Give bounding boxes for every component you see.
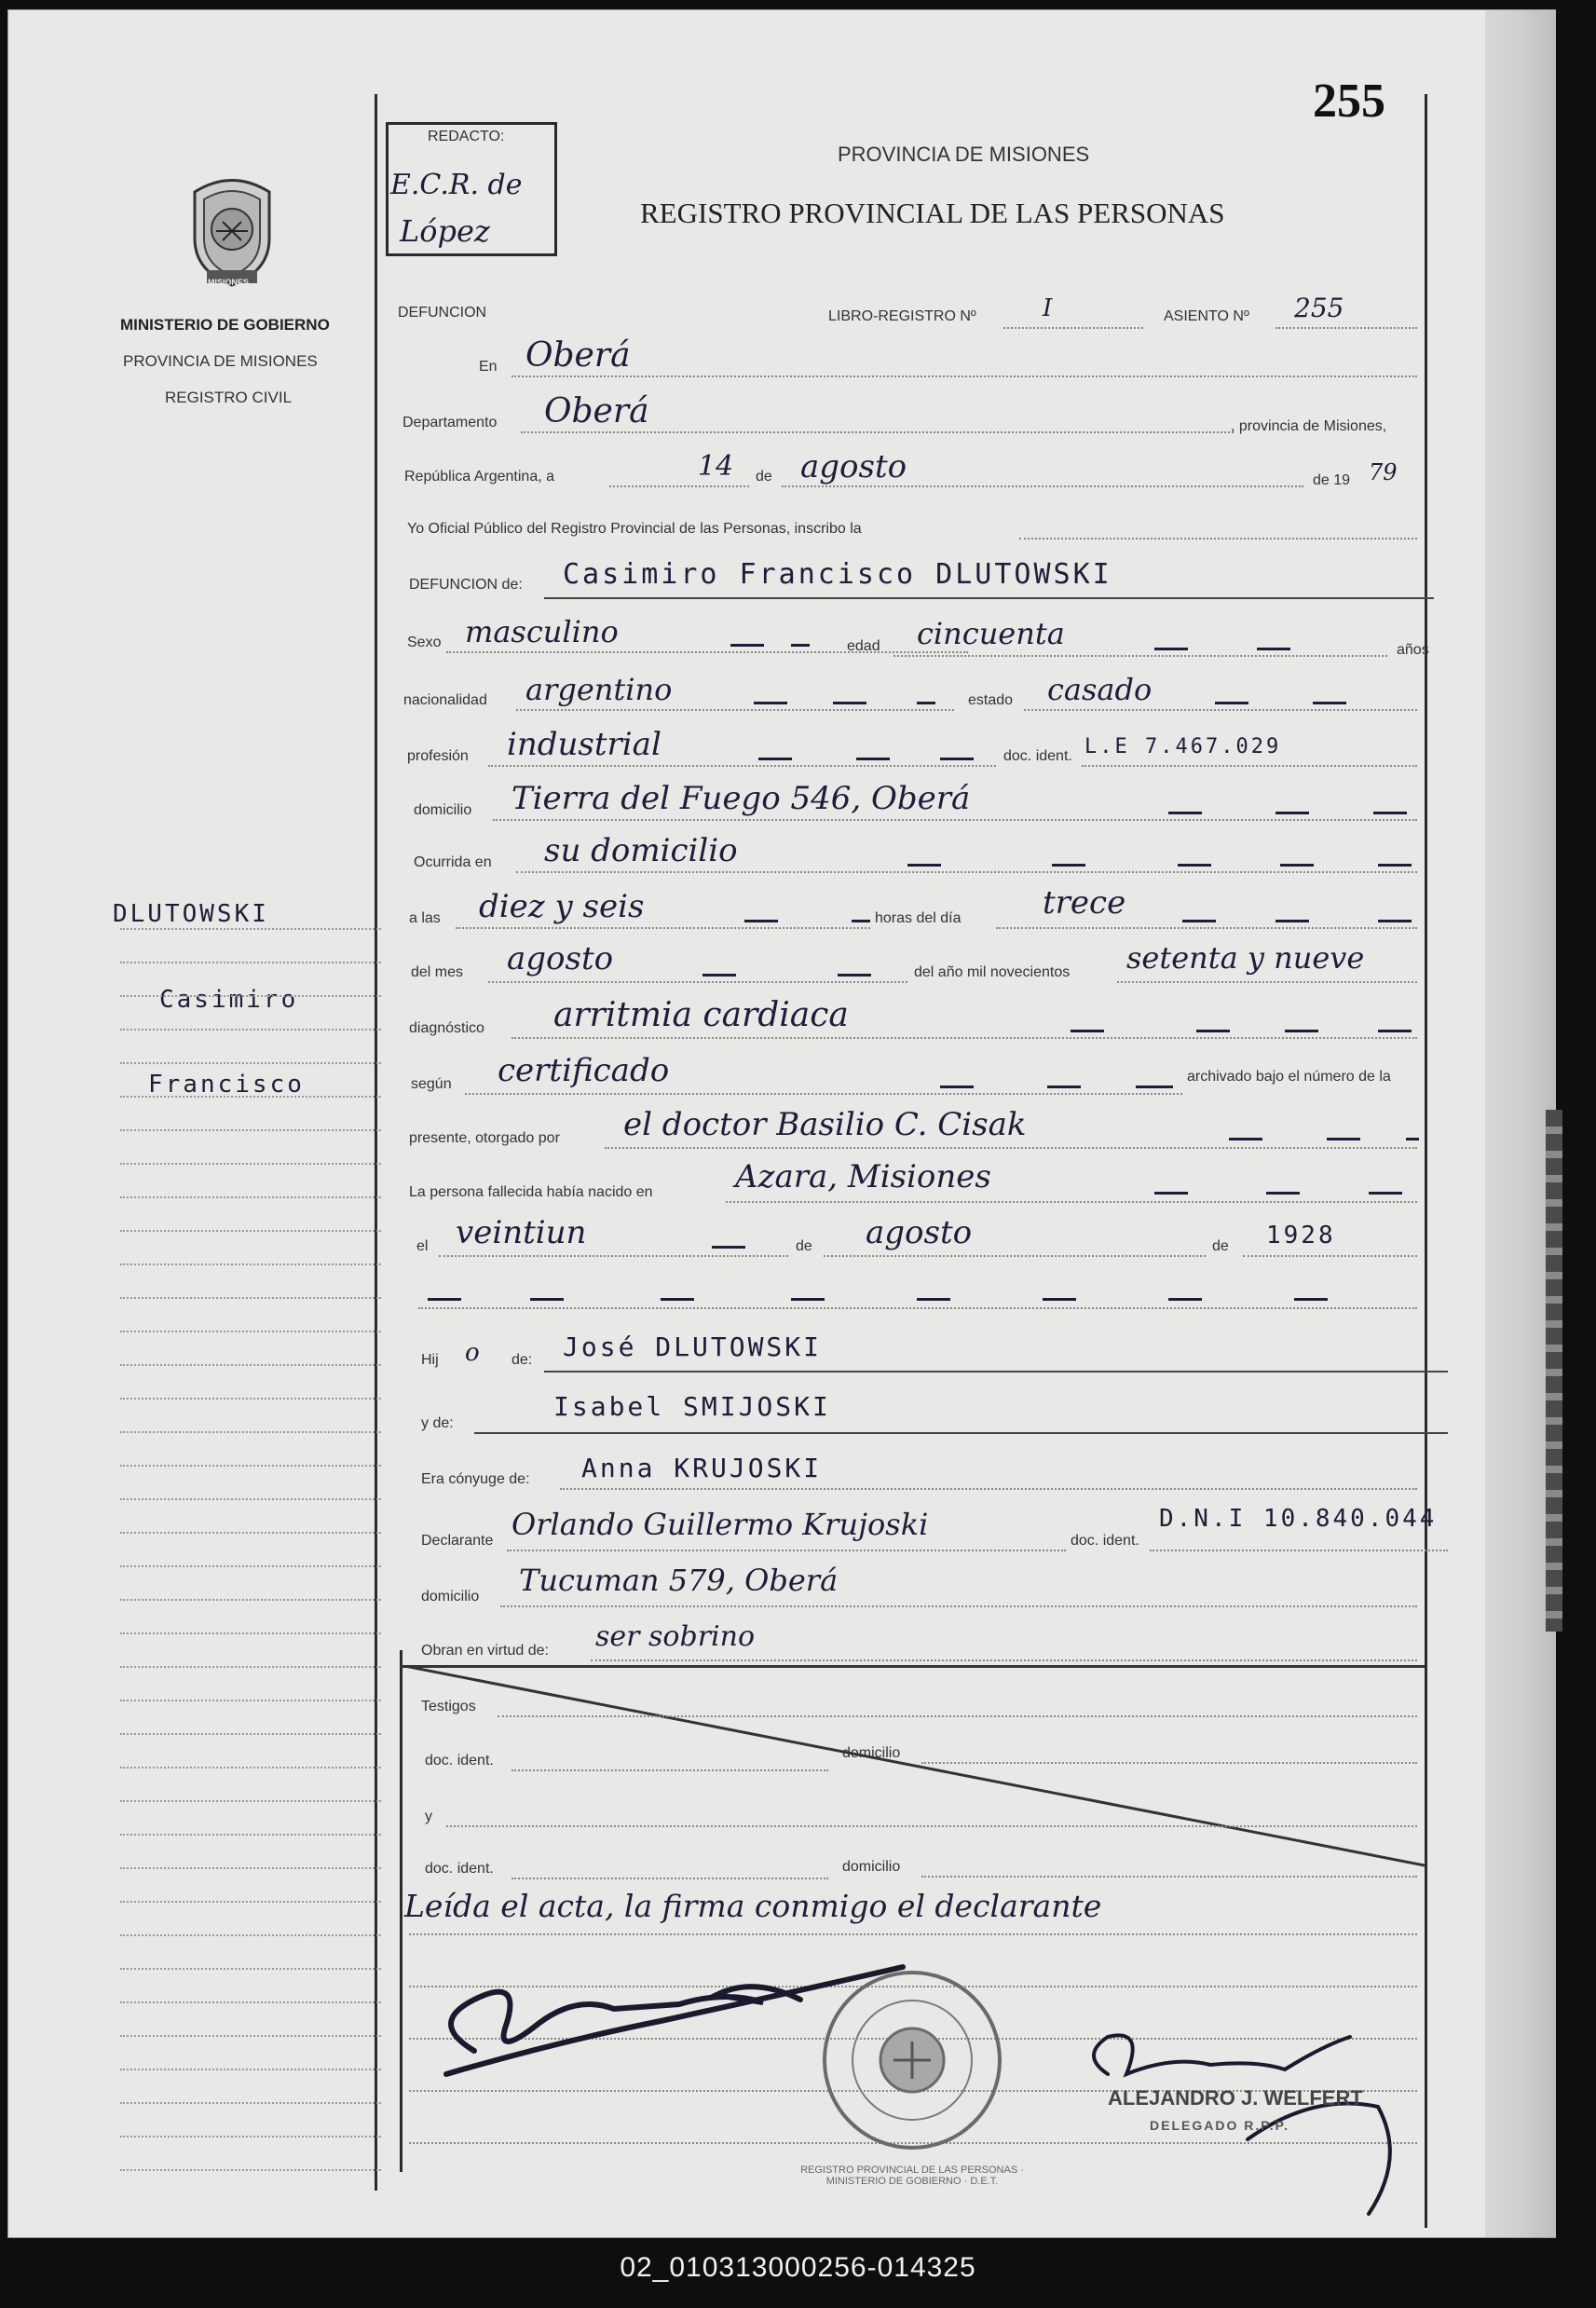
nacionalidad-line [516,709,954,711]
defuncion-line [544,597,1434,599]
testigos-line [498,1715,1417,1717]
t-dom-label: domicilio [842,1745,901,1761]
redacto-value-1: E.C.R. de [390,169,523,201]
civil-registry-heading: REGISTRO CIVIL [165,389,293,406]
fill-dash [744,920,778,922]
fill-dash [917,702,935,704]
fill-dash [1071,1030,1104,1032]
nacido-line [726,1201,1417,1203]
fill-dash [1043,1298,1076,1301]
dia-value: trece [1043,884,1126,922]
margin-ruled-line [120,1163,381,1165]
year-label: de 19 [1313,472,1351,488]
mes-line [488,981,907,983]
diagnostico-value: arritmia cardiaca [553,996,849,1034]
ocurrida-line [516,871,1417,873]
padre-line [544,1371,1448,1373]
el-label: el [416,1238,429,1254]
margin-ruled-line [120,2035,381,2037]
fill-dash [703,974,736,976]
nacionalidad-value: argentino [525,672,673,707]
margin-ruled-line [120,1733,381,1735]
blank-line [418,1307,1417,1309]
madre: Isabel SMIJOSKI [553,1391,831,1422]
margin-ruled-line [120,1666,381,1668]
margin-ruled-line [120,962,381,963]
form-right-rule [1425,94,1427,2228]
registry-title: REGISTRO PROVINCIAL DE LAS PERSONAS [640,197,1225,229]
margin-ruled-line [120,1565,381,1567]
hijo-de-label: de: [512,1352,533,1368]
doc-line [1082,765,1417,767]
binding-edge [1546,1110,1562,1632]
nacionalidad-label: nacionalidad [403,692,487,708]
fill-dash [1406,1138,1419,1140]
decl-domicilio-label: domicilio [421,1589,480,1605]
fill-dash [1266,1192,1300,1195]
fill-dash [1327,1138,1360,1140]
sexo-label: Sexo [407,635,442,650]
testigos-label: Testigos [421,1699,476,1714]
archive-image-id: 02_010313000256-014325 [620,2252,976,2283]
nac-year-line [1243,1255,1417,1257]
profesion-label: profesión [407,748,469,764]
profesion-line [488,765,996,767]
nac-year-label: de [1212,1238,1229,1254]
anos-label: años [1397,642,1429,658]
year-value: 79 [1369,459,1398,485]
segun-label: según [411,1076,452,1092]
fill-dash [856,758,890,760]
date-month: agosto [800,448,907,485]
fill-dash [1369,1192,1402,1195]
margin-ruled-line [120,2136,381,2137]
margin-ruled-line [120,1129,381,1131]
margin-ruled-line [120,1498,381,1500]
oficial-line [1019,538,1417,539]
decl-domicilio-value: Tucuman 579, Oberá [519,1563,839,1598]
margin-ruled-line [120,1062,381,1064]
margin-ruled-line [120,1632,381,1634]
oficial-text: Yo Oficial Público del Registro Provincial de las Personas, inscribo la [407,521,862,537]
defuncion-label: DEFUNCION de: [409,577,523,593]
horas-label: horas del día [875,910,962,926]
nac-month: agosto [866,1214,973,1251]
fill-dash [1154,648,1188,650]
fill-dash [1275,920,1309,922]
margin-ruled-line [120,1700,381,1701]
madre-line [474,1432,1448,1434]
diagnostico-line [512,1037,1417,1039]
hijo-label: Hij [421,1352,439,1368]
mes-value: agosto [507,940,614,977]
presente-value: el doctor Basilio C. Cisak [623,1106,1027,1143]
margin-ruled-line [120,1867,381,1869]
presente-line [605,1147,1417,1149]
decl-doc-label: doc. ident. [1071,1533,1139,1549]
fill-dash [1154,1192,1188,1195]
nacido-value: Azara, Misiones [735,1158,991,1195]
margin-first-name: Casimiro [159,986,299,1014]
fill-dash [852,920,870,922]
official-name: ALEJANDRO J. WELFERT [1108,2086,1363,2110]
date-day: 14 [698,450,734,483]
fill-dash [1215,702,1248,704]
province-title: PROVINCIA DE MISIONES [838,143,1090,166]
margin-ruled-line [120,2102,381,2104]
fill-dash [1168,1298,1202,1301]
fill-dash [661,1298,694,1301]
fill-dash [1280,864,1314,867]
en-value: Oberá [525,336,631,375]
margin-middle-name: Francisco [148,1071,305,1099]
conyuge-value: Anna KRUJOSKI [581,1453,823,1483]
dia-line [996,927,1417,929]
y-de-label: y de: [421,1415,454,1431]
margin-ruled-line [120,1901,381,1903]
margin-ruled-line [120,1431,381,1433]
nac-day-line [439,1255,788,1257]
ministry-heading: MINISTERIO DE GOBIERNO [120,316,330,334]
fill-dash [1229,1138,1262,1140]
official-title: DELEGADO R.P.P. [1150,2118,1290,2133]
fill-dash [712,1246,745,1249]
ocurrida-value: su domicilio [544,832,738,869]
sexo-line [446,651,968,653]
fill-dash [1136,1086,1173,1088]
leida-text: Leída el acta, la firma conmigo el declarante [404,1888,1102,1924]
margin-ruled-line [120,995,381,997]
edad-label: edad [847,638,880,654]
mes-label: del mes [411,964,464,980]
y-line [446,1825,1417,1827]
padre: José DLUTOWSKI [563,1332,823,1362]
doc-label: doc. ident. [1003,748,1072,764]
margin-rule [375,94,377,2191]
t2-doc-line [512,1878,828,1879]
redacto-label: REDACTO: [428,129,505,144]
fill-dash [730,644,764,647]
t2-doc-label: doc. ident. [425,1861,494,1877]
y-label: y [425,1809,432,1824]
fill-dash [754,702,787,704]
republica-label: República Argentina, a [404,469,554,485]
t2-dom-label: domicilio [842,1859,901,1875]
fill-dash [1182,920,1216,922]
decl-doc-value: D.N.I 10.840.044 [1159,1505,1438,1533]
registry-seal-icon [819,1967,1005,2153]
fill-dash [1257,648,1290,650]
profesion-value: industrial [507,726,662,763]
entry-line [1275,327,1417,329]
provincia-suffix: , provincia de Misiones, [1231,418,1387,434]
fill-dash [1196,1030,1230,1032]
a-las-label: a las [409,910,441,926]
fill-dash [530,1298,564,1301]
entry-label: ASIENTO Nº [1164,308,1249,324]
date-month-line [782,485,1303,487]
nac-day: veintiun [456,1214,587,1251]
crest-caption: MISIONES [208,278,250,287]
fill-dash [1378,864,1412,867]
presente-label: presente, otorgado por [409,1130,560,1146]
margin-surname: DLUTOWSKI [113,900,269,928]
declarante-value: Orlando Guillermo Krujoski [512,1507,929,1542]
fill-dash [917,1298,950,1301]
margin-ruled-line [120,928,381,930]
t-dom-line [921,1762,1417,1764]
margin-ruled-line [120,1934,381,1936]
segun-line [465,1093,1182,1095]
fill-dash [940,1086,974,1088]
t-doc-line [512,1769,828,1771]
decl-domicilio-line [500,1605,1417,1607]
margin-ruled-line [120,1599,381,1601]
entry-value: 255 [1294,293,1344,323]
t2-dom-line [921,1876,1417,1878]
margin-ruled-line [120,2169,381,2171]
fill-dash [1294,1298,1328,1301]
fill-dash [1047,1086,1081,1088]
declarante-label: Declarante [421,1533,494,1549]
estado-line [1024,709,1417,711]
fill-dash [1178,864,1211,867]
fill-dash [833,702,866,704]
nac-year: 1928 [1266,1222,1336,1250]
fill-dash [940,758,974,760]
record-type-label: DEFUNCION [398,305,487,321]
sexo-value: masculino [465,614,619,649]
margin-ruled-line [120,1331,381,1332]
ano-label: del año mil novecientos [914,964,1071,980]
page-number: 255 [1313,75,1385,128]
date-day-line [609,485,749,487]
archive-footer [0,2241,1596,2308]
fill-dash [791,1298,825,1301]
margin-ruled-line [120,2001,381,2003]
margin-ruled-line [120,2069,381,2070]
nacido-label: La persona fallecida había nacido en [409,1184,653,1200]
fill-dash [1313,702,1346,704]
domicilio-line [493,819,1417,821]
doc-value: L.E 7.467.029 [1084,735,1282,758]
domicilio-label: domicilio [414,802,472,818]
seal-text: REGISTRO PROVINCIAL DE LAS PERSONAS · MINISTERIO DE GOBIERNO · D.E.T. [800,2165,1024,2187]
margin-ruled-line [120,1465,381,1467]
archivado-label: archivado bajo el número de la [1187,1069,1391,1085]
margin-ruled-line [120,1196,381,1198]
fill-dash [907,864,941,867]
register-page [7,9,1556,2238]
segun-value: certificado [498,1052,670,1089]
ano-line [1117,981,1417,983]
conyuge-label: Era cónyuge de: [421,1471,530,1487]
margin-ruled-line [120,1532,381,1534]
margin-ruled-line [120,1029,381,1031]
decl-doc-line [1150,1550,1448,1551]
fill-dash [428,1298,461,1301]
t-doc-label: doc. ident. [425,1753,494,1769]
en-label: En [479,359,498,375]
margin-ruled-line [120,1263,381,1265]
left-province-heading: PROVINCIA DE MISIONES [123,352,318,370]
fill-dash [1275,812,1309,814]
declarante-line [507,1550,1066,1551]
fill-dash [1052,864,1085,867]
domicilio-value: Tierra del Fuego 546, Oberá [512,780,971,817]
fill-dash [1378,920,1412,922]
margin-ruled-line [120,1834,381,1836]
departamento-line [521,431,1234,433]
edad-value: cincuenta [917,616,1065,651]
departamento-value: Oberá [544,392,649,430]
a-las-value: diez y seis [479,888,645,925]
margin-ruled-line [120,1096,381,1098]
obran-line [591,1659,1417,1661]
province-crest-icon [181,173,283,294]
book-label: LIBRO-REGISTRO Nº [828,308,976,324]
en-line [512,376,1417,377]
fill-dash [791,644,810,647]
margin-ruled-line [120,1297,381,1299]
defuncion-value: Casimiro Francisco DLUTOWSKI [563,558,1112,591]
obran-value: ser sobrino [595,1620,756,1653]
ano-value: setenta y nueve [1126,940,1365,976]
void-diagonal [400,1665,1425,1870]
a-las-line [456,927,870,929]
margin-ruled-line [120,1767,381,1769]
departamento-label: Departamento [402,415,498,430]
obran-label: Obran en virtud de: [421,1643,549,1659]
book-line [1003,327,1143,329]
margin-ruled-line [120,1398,381,1400]
margin-ruled-line [120,1364,381,1366]
fill-dash [1168,812,1202,814]
estado-label: estado [968,692,1014,708]
fill-dash [838,974,871,976]
diagnostico-label: diagnóstico [409,1020,484,1036]
redacto-value-2: López [400,213,490,249]
estado-value: casado [1047,672,1153,707]
nac-de-label: de [796,1238,812,1254]
margin-ruled-line [120,1230,381,1232]
date-de-label: de [756,469,772,485]
book-value: I [1043,294,1053,322]
fill-dash [1373,812,1407,814]
edad-line [893,655,1387,657]
margin-ruled-line [120,1800,381,1802]
fill-dash [758,758,792,760]
fill-dash [1378,1030,1412,1032]
nac-month-line [824,1255,1206,1257]
hijo-suffix: o [465,1339,480,1367]
ocurrida-label: Ocurrida en [414,854,492,870]
fill-dash [1285,1030,1318,1032]
conyuge-line [560,1488,1417,1490]
margin-ruled-line [120,1968,381,1970]
